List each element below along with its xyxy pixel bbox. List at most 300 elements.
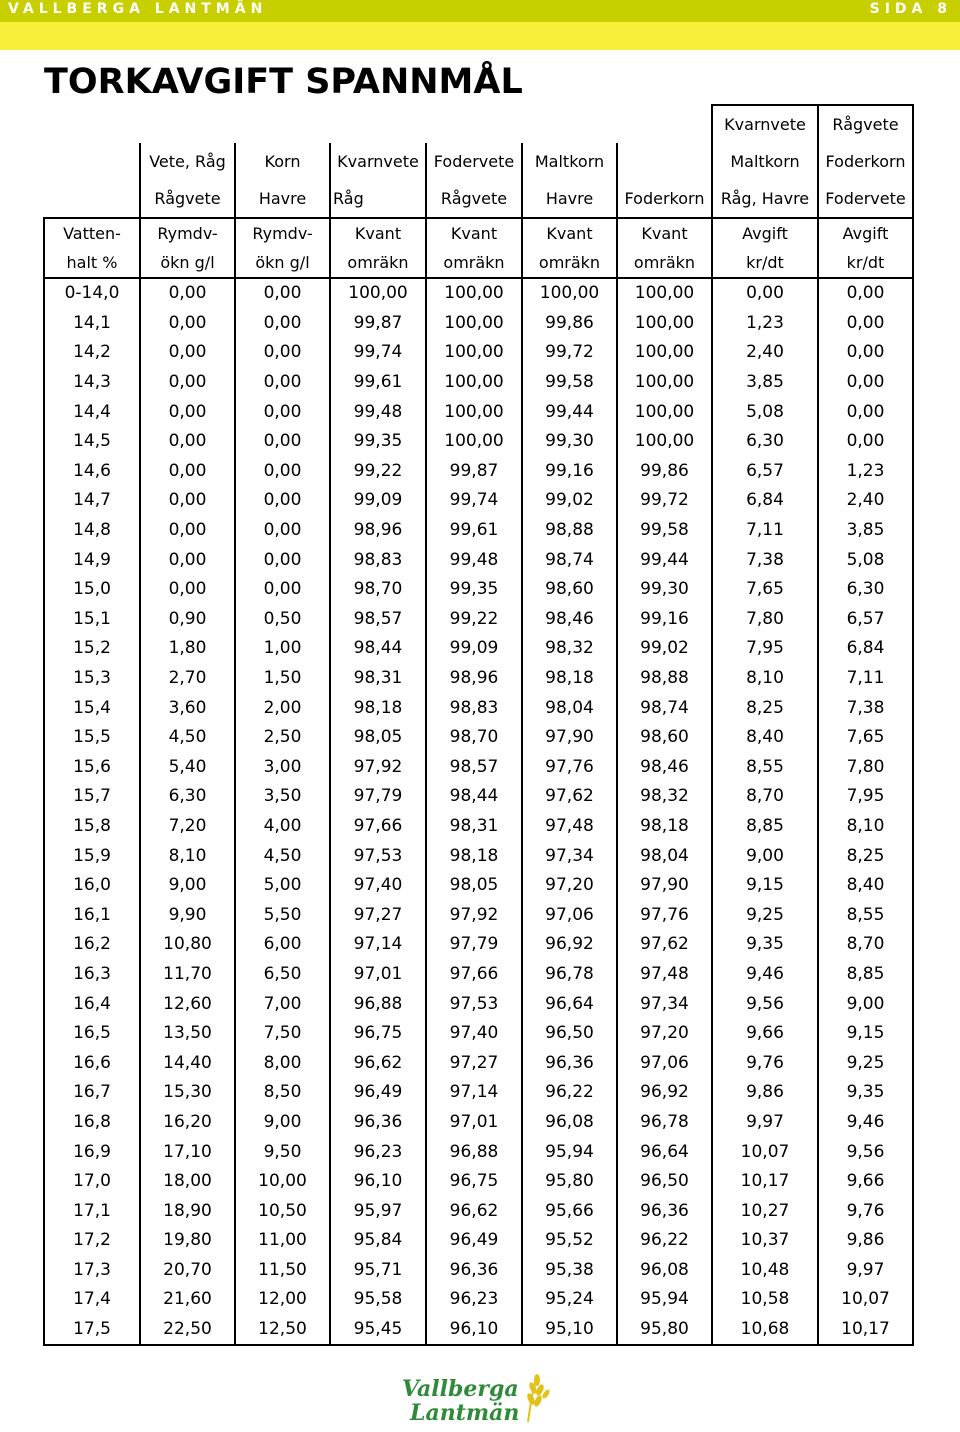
value-cell: 96,36 [426,1256,522,1286]
logo-line2: Lantmän [410,1400,520,1426]
value-cell: 98,05 [330,723,426,753]
value-cell: 0,00 [235,338,330,368]
value-cell: 97,27 [426,1048,522,1078]
value-cell: 99,72 [522,338,617,368]
value-cell: 9,90 [140,900,235,930]
value-cell: 1,23 [818,457,913,487]
value-cell: 98,46 [617,753,712,783]
column-header-cell: Foderkorn [617,180,712,218]
column-header-cell: omräkn [617,248,712,278]
value-cell: 6,84 [712,486,818,516]
table-row [44,516,913,546]
value-cell: 0,00 [140,278,235,309]
table-row [44,900,913,930]
value-cell: 95,80 [617,1315,712,1346]
value-cell: 98,18 [330,693,426,723]
value-cell: 9,15 [818,1019,913,1049]
value-cell: 95,94 [617,1285,712,1315]
value-cell: 0,00 [140,427,235,457]
value-cell: 11,70 [140,960,235,990]
value-cell: 99,61 [426,516,522,546]
moisture-cell: 14,3 [44,368,140,398]
value-cell: 3,60 [140,693,235,723]
value-cell: 99,74 [426,486,522,516]
value-cell: 98,60 [617,723,712,753]
column-header-cell: Vete, Råg [140,143,235,180]
moisture-cell: 16,7 [44,1078,140,1108]
value-cell: 96,10 [330,1167,426,1197]
value-cell: 98,60 [522,575,617,605]
value-cell: 100,00 [426,397,522,427]
table-row [44,1315,913,1346]
moisture-cell: 16,5 [44,1019,140,1049]
value-cell: 13,50 [140,1019,235,1049]
value-cell: 96,23 [426,1285,522,1315]
value-cell: 95,45 [330,1315,426,1346]
moisture-cell: 15,6 [44,753,140,783]
value-cell: 12,50 [235,1315,330,1346]
column-header-cell: omräkn [426,248,522,278]
value-cell: 99,87 [330,309,426,339]
value-cell: 95,80 [522,1167,617,1197]
value-cell: 10,00 [235,1167,330,1197]
table-row [44,989,913,1019]
value-cell: 10,80 [140,930,235,960]
table-row [44,545,913,575]
value-cell: 0,00 [235,486,330,516]
table-row [44,871,913,901]
value-cell: 96,92 [617,1078,712,1108]
value-cell: 5,00 [235,871,330,901]
table-row [44,1108,913,1138]
table-row [44,960,913,990]
value-cell: 14,40 [140,1048,235,1078]
moisture-cell: 15,9 [44,841,140,871]
value-cell: 7,65 [712,575,818,605]
column-header-cell: Rågvete [426,180,522,218]
value-cell: 96,49 [330,1078,426,1108]
value-cell: 8,10 [818,812,913,842]
value-cell: 4,50 [140,723,235,753]
value-cell: 99,30 [617,575,712,605]
value-cell: 99,87 [426,457,522,487]
value-cell: 97,92 [330,753,426,783]
column-header-cell: Fodervete [818,180,913,218]
value-cell: 20,70 [140,1256,235,1286]
value-cell: 7,50 [235,1019,330,1049]
table-row [44,368,913,398]
value-cell: 99,02 [522,486,617,516]
value-cell: 95,24 [522,1285,617,1315]
value-cell: 98,70 [330,575,426,605]
value-cell: 100,00 [617,278,712,309]
value-cell: 8,25 [818,841,913,871]
table-row [44,427,913,457]
value-cell: 9,76 [712,1048,818,1078]
value-cell: 98,32 [522,634,617,664]
table-row [44,1078,913,1108]
value-cell: 97,76 [522,753,617,783]
moisture-cell: 15,2 [44,634,140,664]
table-row [44,841,913,871]
value-cell: 18,90 [140,1196,235,1226]
value-cell: 0,00 [235,427,330,457]
value-cell: 3,00 [235,753,330,783]
value-cell: 0,00 [140,457,235,487]
moisture-cell: 15,7 [44,782,140,812]
value-cell: 96,08 [522,1108,617,1138]
value-cell: 0,00 [140,545,235,575]
value-cell: 19,80 [140,1226,235,1256]
value-cell: 4,00 [235,812,330,842]
value-cell: 0,00 [818,427,913,457]
header-row [44,248,913,278]
value-cell: 97,14 [426,1078,522,1108]
column-header-cell: Havre [522,180,617,218]
value-cell: 6,57 [818,605,913,635]
column-header-cell: Rågvete [818,105,913,143]
value-cell: 97,62 [522,782,617,812]
value-cell: 99,58 [617,516,712,546]
value-cell: 97,06 [617,1048,712,1078]
moisture-cell: 17,1 [44,1196,140,1226]
table-row [44,278,913,309]
value-cell: 9,76 [818,1196,913,1226]
value-cell: 99,86 [617,457,712,487]
value-cell: 0,00 [140,338,235,368]
moisture-cell: 14,2 [44,338,140,368]
column-header-cell: Avgift [818,218,913,248]
value-cell: 97,27 [330,900,426,930]
moisture-cell: 14,6 [44,457,140,487]
value-cell: 97,34 [617,989,712,1019]
column-header-cell: Kvant [617,218,712,248]
value-cell: 10,58 [712,1285,818,1315]
value-cell: 95,10 [522,1315,617,1346]
value-cell: 9,50 [235,1137,330,1167]
value-cell: 98,18 [617,812,712,842]
value-cell: 0,00 [712,278,818,309]
table-row [44,812,913,842]
moisture-cell: 15,3 [44,664,140,694]
moisture-cell: 14,4 [44,397,140,427]
value-cell: 9,00 [712,841,818,871]
logo-line1: Vallberga [402,1376,519,1402]
column-header-cell: Vatten- [44,218,140,248]
value-cell: 98,18 [522,664,617,694]
value-cell: 0,00 [235,457,330,487]
moisture-cell: 17,5 [44,1315,140,1346]
value-cell: 0,00 [818,309,913,339]
table-row [44,723,913,753]
table-row [44,664,913,694]
value-cell: 0,00 [140,516,235,546]
value-cell: 0,00 [818,278,913,309]
value-cell: 98,88 [617,664,712,694]
value-cell: 96,64 [522,989,617,1019]
value-cell: 0,00 [818,397,913,427]
value-cell: 100,00 [426,368,522,398]
value-cell: 8,40 [712,723,818,753]
table-row [44,1256,913,1286]
value-cell: 9,46 [818,1108,913,1138]
value-cell: 98,31 [426,812,522,842]
value-cell: 5,08 [818,545,913,575]
value-cell: 100,00 [522,278,617,309]
value-cell: 0,00 [235,545,330,575]
value-cell: 96,23 [330,1137,426,1167]
value-cell: 99,09 [330,486,426,516]
column-header-cell: Kvarnvete [712,105,818,143]
moisture-cell: 15,4 [44,693,140,723]
page-title: TORKAVGIFT SPANNMÅL [44,62,523,102]
value-cell: 5,50 [235,900,330,930]
value-cell: 95,58 [330,1285,426,1315]
value-cell: 98,88 [522,516,617,546]
moisture-cell: 16,9 [44,1137,140,1167]
value-cell: 11,00 [235,1226,330,1256]
value-cell: 1,23 [712,309,818,339]
moisture-cell: 16,4 [44,989,140,1019]
value-cell: 96,22 [617,1226,712,1256]
value-cell: 8,85 [712,812,818,842]
value-cell: 96,50 [617,1167,712,1197]
column-header-cell [140,105,235,143]
value-cell: 7,65 [818,723,913,753]
value-cell: 99,16 [617,605,712,635]
value-cell: 9,56 [712,989,818,1019]
table-row [44,1048,913,1078]
column-header-cell: Fodervete [426,143,522,180]
value-cell: 97,01 [426,1108,522,1138]
moisture-cell: 0-14,0 [44,278,140,309]
value-cell: 8,25 [712,693,818,723]
value-cell: 99,44 [617,545,712,575]
table-row [44,486,913,516]
value-cell: 10,37 [712,1226,818,1256]
table-row [44,605,913,635]
value-cell: 9,97 [818,1256,913,1286]
value-cell: 96,36 [330,1108,426,1138]
value-cell: 9,15 [712,871,818,901]
moisture-cell: 16,2 [44,930,140,960]
value-cell: 98,44 [330,634,426,664]
value-cell: 9,46 [712,960,818,990]
value-cell: 95,97 [330,1196,426,1226]
column-header-cell: kr/dt [818,248,913,278]
value-cell: 12,00 [235,1285,330,1315]
value-cell: 97,79 [426,930,522,960]
value-cell: 8,00 [235,1048,330,1078]
value-cell: 96,64 [617,1137,712,1167]
value-cell: 98,18 [426,841,522,871]
value-cell: 4,50 [235,841,330,871]
value-cell: 99,44 [522,397,617,427]
column-header-cell: Avgift [712,218,818,248]
column-header-cell [426,105,522,143]
table-row [44,338,913,368]
moisture-cell: 14,5 [44,427,140,457]
value-cell: 9,66 [712,1019,818,1049]
value-cell: 3,85 [712,368,818,398]
value-cell: 99,72 [617,486,712,516]
moisture-cell: 14,8 [44,516,140,546]
value-cell: 7,38 [712,545,818,575]
value-cell: 6,30 [818,575,913,605]
column-header-cell: Kvant [522,218,617,248]
table-row [44,397,913,427]
value-cell: 6,50 [235,960,330,990]
column-header-cell [44,105,140,143]
value-cell: 0,00 [235,368,330,398]
value-cell: 95,66 [522,1196,617,1226]
moisture-cell: 15,0 [44,575,140,605]
value-cell: 96,62 [330,1048,426,1078]
column-header-cell: Kvant [330,218,426,248]
value-cell: 100,00 [426,309,522,339]
value-cell: 10,17 [818,1315,913,1346]
table-row [44,930,913,960]
table-row [44,1226,913,1256]
wheat-icon [526,1374,551,1422]
value-cell: 0,00 [140,309,235,339]
table-row [44,1019,913,1049]
value-cell: 100,00 [426,278,522,309]
value-cell: 0,00 [140,486,235,516]
drying-fee-table [43,104,914,1346]
table-row [44,634,913,664]
value-cell: 97,90 [522,723,617,753]
column-header-cell [44,180,140,218]
value-cell: 9,86 [818,1226,913,1256]
column-header-cell: halt % [44,248,140,278]
value-cell: 21,60 [140,1285,235,1315]
column-header-cell: Kvant [426,218,522,248]
value-cell: 7,11 [712,516,818,546]
value-cell: 6,57 [712,457,818,487]
value-cell: 97,06 [522,900,617,930]
value-cell: 97,53 [426,989,522,1019]
value-cell: 99,58 [522,368,617,398]
value-cell: 98,70 [426,723,522,753]
page-number: SIDA 8 [869,1,952,17]
column-header-cell: Rymdv- [235,218,330,248]
column-header-cell: Kvarnvete [330,143,426,180]
value-cell: 16,20 [140,1108,235,1138]
value-cell: 1,50 [235,664,330,694]
value-cell: 8,55 [818,900,913,930]
moisture-cell: 15,5 [44,723,140,753]
value-cell: 5,08 [712,397,818,427]
value-cell: 100,00 [426,338,522,368]
value-cell: 98,44 [426,782,522,812]
value-cell: 7,95 [712,634,818,664]
value-cell: 2,40 [818,486,913,516]
value-cell: 3,85 [818,516,913,546]
value-cell: 96,78 [522,960,617,990]
header-row [44,218,913,248]
value-cell: 7,80 [818,753,913,783]
value-cell: 7,38 [818,693,913,723]
value-cell: 98,04 [522,693,617,723]
value-cell: 6,00 [235,930,330,960]
value-cell: 97,20 [617,1019,712,1049]
value-cell: 98,31 [330,664,426,694]
moisture-cell: 17,0 [44,1167,140,1197]
value-cell: 99,48 [426,545,522,575]
value-cell: 96,62 [426,1196,522,1226]
table-row [44,1137,913,1167]
column-header-cell: ökn g/l [235,248,330,278]
value-cell: 97,34 [522,841,617,871]
value-cell: 98,46 [522,605,617,635]
value-cell: 18,00 [140,1167,235,1197]
value-cell: 8,70 [712,782,818,812]
value-cell: 96,36 [617,1196,712,1226]
value-cell: 15,30 [140,1078,235,1108]
column-header-cell: Rågvete [140,180,235,218]
column-header-cell [235,105,330,143]
table-row [44,575,913,605]
value-cell: 97,66 [330,812,426,842]
value-cell: 6,30 [712,427,818,457]
value-cell: 96,08 [617,1256,712,1286]
value-cell: 10,07 [818,1285,913,1315]
value-cell: 99,30 [522,427,617,457]
value-cell: 97,62 [617,930,712,960]
column-header-cell [330,105,426,143]
value-cell: 100,00 [426,427,522,457]
column-header-cell: Råg, Havre [712,180,818,218]
value-cell: 99,35 [330,427,426,457]
column-header-cell [617,143,712,180]
value-cell: 8,55 [712,753,818,783]
value-cell: 9,00 [235,1108,330,1138]
value-cell: 9,56 [818,1137,913,1167]
value-cell: 0,00 [140,575,235,605]
moisture-cell: 16,1 [44,900,140,930]
value-cell: 99,09 [426,634,522,664]
value-cell: 96,78 [617,1108,712,1138]
value-cell: 97,20 [522,871,617,901]
value-cell: 9,25 [818,1048,913,1078]
moisture-cell: 14,7 [44,486,140,516]
value-cell: 5,40 [140,753,235,783]
value-cell: 10,07 [712,1137,818,1167]
column-header-cell: Korn [235,143,330,180]
value-cell: 99,22 [426,605,522,635]
value-cell: 9,97 [712,1108,818,1138]
moisture-cell: 15,1 [44,605,140,635]
table-row [44,693,913,723]
value-cell: 97,76 [617,900,712,930]
table-row [44,753,913,783]
moisture-cell: 16,3 [44,960,140,990]
header-row [44,105,913,143]
column-header-cell: omräkn [522,248,617,278]
value-cell: 95,71 [330,1256,426,1286]
value-cell: 9,35 [712,930,818,960]
table-row [44,309,913,339]
header-row [44,180,913,218]
value-cell: 97,40 [330,871,426,901]
moisture-cell: 16,6 [44,1048,140,1078]
value-cell: 99,48 [330,397,426,427]
column-header-cell [617,105,712,143]
value-cell: 97,14 [330,930,426,960]
value-cell: 98,96 [330,516,426,546]
value-cell: 11,50 [235,1256,330,1286]
